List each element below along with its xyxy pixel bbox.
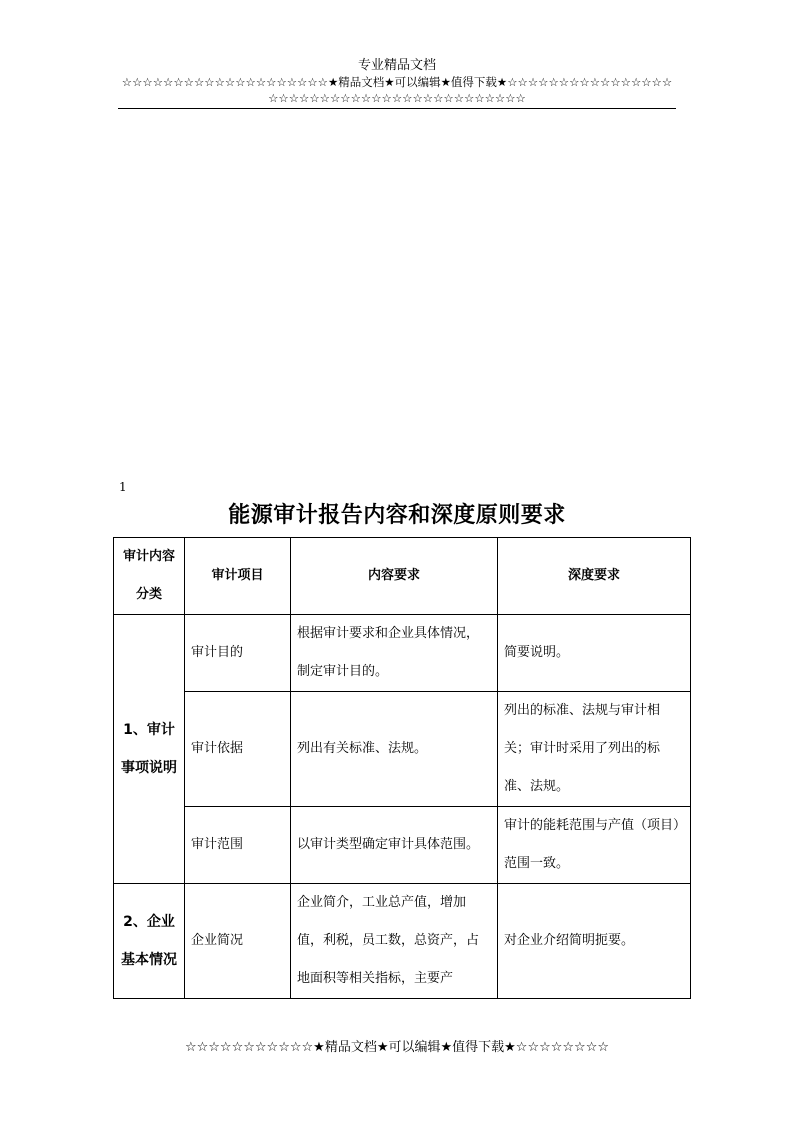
header-content: 内容要求 bbox=[291, 538, 498, 615]
table-row bbox=[114, 884, 691, 999]
depth-cell: 对企业介绍简明扼要。 bbox=[498, 884, 691, 999]
header-depth: 深度要求 bbox=[498, 538, 691, 615]
header-divider bbox=[118, 108, 676, 109]
depth-cell: 审计的能耗范围与产值（项目）范围一致。 bbox=[498, 807, 691, 884]
category-cell: 1、审计事项说明 bbox=[114, 615, 185, 884]
document-title: 能源审计报告内容和深度原则要求 bbox=[228, 502, 566, 528]
item-cell: 审计依据 bbox=[185, 692, 291, 807]
table-row bbox=[114, 807, 691, 884]
content-cell: 列出有关标准、法规。 bbox=[291, 692, 498, 807]
item-cell: 审计范围 bbox=[185, 807, 291, 884]
content-cell: 根据审计要求和企业具体情况，制定审计目的。 bbox=[291, 615, 498, 692]
header-stars-line-1: ☆☆☆☆☆☆☆☆☆☆☆☆☆☆☆☆☆☆☆☆★精品文档★可以编辑★值得下载★☆☆☆☆☆☆☆☆☆☆☆☆☆☆☆☆ bbox=[121, 75, 673, 89]
header-stars-line-2: ☆☆☆☆☆☆☆☆☆☆☆☆☆☆☆☆☆☆☆☆☆☆☆☆☆ bbox=[268, 91, 526, 105]
item-cell: 审计目的 bbox=[185, 615, 291, 692]
content-cell: 以审计类型确定审计具体范围。 bbox=[291, 807, 498, 884]
header-category: 审计内容分类 bbox=[114, 538, 185, 615]
table-row bbox=[114, 615, 691, 692]
audit-requirements-table bbox=[113, 537, 691, 999]
page-number: 1 bbox=[119, 480, 127, 494]
depth-cell: 列出的标准、法规与审计相关；审计时采用了列出的标准、法规。 bbox=[498, 692, 691, 807]
header-title: 专业精品文档 bbox=[357, 58, 436, 73]
table-row bbox=[114, 692, 691, 807]
item-cell: 企业简况 bbox=[185, 884, 291, 999]
category-cell: 2、企业基本情况 bbox=[114, 884, 185, 999]
header-item: 审计项目 bbox=[185, 538, 291, 615]
depth-cell: 简要说明。 bbox=[498, 615, 691, 692]
footer-stars: ☆☆☆☆☆☆☆☆☆☆☆★精品文档★可以编辑★值得下载★☆☆☆☆☆☆☆☆ bbox=[184, 1040, 610, 1055]
table-header-row bbox=[114, 538, 691, 615]
content-cell: 企业简介，工业总产值，增加值，利税，员工数，总资产，占地面积等相关指标，主要产 bbox=[291, 884, 498, 999]
